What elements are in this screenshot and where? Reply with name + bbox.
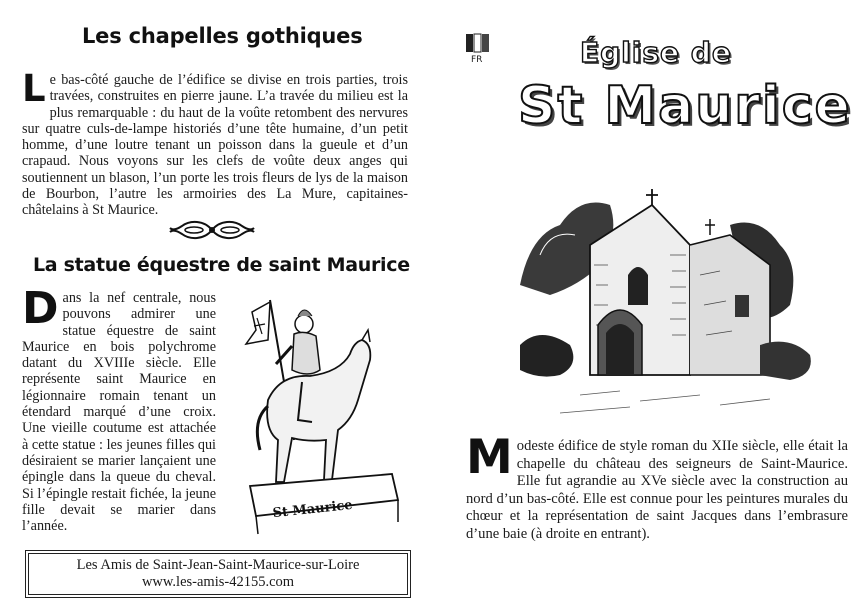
equestrian-statue-illustration <box>232 290 410 536</box>
drop-cap-m: M <box>466 430 513 485</box>
association-credit-box <box>28 553 408 595</box>
title-eglise-de: Église de <box>580 36 732 69</box>
statue-caption: St Maurice <box>271 497 354 522</box>
church-paragraph <box>466 430 848 544</box>
drop-cap-d: D <box>22 283 59 334</box>
language-code: FR <box>471 55 483 65</box>
statue-text: ans la nef centrale, nous pouvons admirer une statue équestre de saint Maurice en bois polychrome datant du XVIIIe siècle. Elle représente saint Maurice en légionnaire romain tenant un étendard marqué d’une croix. Une vieille coutume est attachée à cette statue : les jeunes filles qui désiraient se marier lançaient une épingle dans la queue du cheval. Si l’épingle restait fichée, la jeune fille devait se marier dans l’année. <box>22 290 216 535</box>
title-st-maurice: St Maurice <box>518 76 852 136</box>
ornament-divider-icon <box>168 218 256 242</box>
association-url: www.les-amis-42155.com <box>141 574 295 590</box>
statue-paragraph <box>22 283 216 535</box>
chapels-heading: Les chapelles gothiques <box>82 24 363 48</box>
association-name: Les Amis de Saint-Jean-Saint-Maurice-sur-Loire <box>76 557 360 573</box>
statue-heading: La statue équestre de saint Maurice <box>33 254 410 276</box>
church-illustration <box>520 175 820 425</box>
french-flag-icon <box>465 33 490 53</box>
church-text: odeste édifice de style roman du XIIe siècle, elle était la chapelle du château des seigneurs de Saint-Maurice. Elle fut agrandie au XVe siècle avec la construction au nord d’un bas-côté. Elle est connue pour les peintures murales du chœur et la représentation de saint Jacques dans l’embrasure d’une baie (à droite en entrant). <box>466 438 848 542</box>
chapels-paragraph <box>22 67 408 219</box>
chapels-text: e bas-côté gauche de l’édifice se divise en trois parties, trois travées, construites en pierre jaune. L’a travée du milieu est la plus remarquable : du haut de la voûte retombent des nervures sur quatre culs-de-lampe historiés d’une tête humaine, d’un petit homme, d’une loutre tenant un poisson dans la gueule et d’un crapaud. Nous voyons sur les clefs de voûte deux anges qui soutiennent un blason, l’un porte les trois fleurs de lys de la maison de Bourbon, l’autre les armoiries des La Mure, capitaines-châtelains à St Maurice. <box>22 72 408 219</box>
drop-cap-l: L <box>22 67 46 110</box>
